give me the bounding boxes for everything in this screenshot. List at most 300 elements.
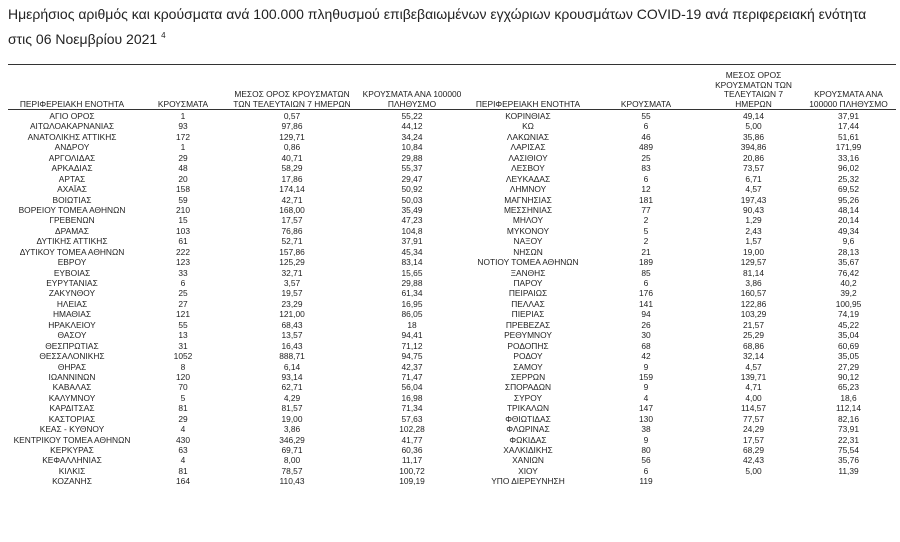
table-header (8, 72, 896, 109)
table-cell: 35,67 (838, 257, 859, 268)
table-cell: 29,88 (401, 278, 423, 288)
table-cell: 13 (178, 330, 188, 341)
region-name-cell: ΔΥΤΙΚΗΣ ΑΤΤΙΚΗΣ (36, 236, 108, 247)
table-cell: 4 (180, 455, 186, 466)
table-cell: 4,00 (745, 392, 762, 403)
table-cell: 38 (641, 424, 651, 435)
table-cell: 55,37 (401, 163, 423, 174)
table-cell: 61,34 (401, 288, 423, 299)
table-cell: 50,03 (401, 194, 423, 205)
table-cell: 22,31 (838, 434, 859, 445)
table-cell: 158 (176, 184, 190, 195)
region-name-cell: ΑΙΤΩΛΟΑΚΑΡΝΑΝΙΑΣ (29, 121, 115, 132)
table-cell: 197,43 (740, 194, 767, 205)
column-header-label: ΚΡΟΥΣΜΑΤΑ ΑΝΑ 100000 ΠΛΗΘΥΣΜΟ (362, 89, 462, 109)
table-cell: 55 (641, 111, 651, 121)
table-cell: 157,86 (279, 246, 305, 257)
table-cell: 27 (178, 298, 188, 309)
table-cell: 160,57 (740, 288, 767, 299)
table-cell: 28,13 (838, 246, 859, 257)
region-name-cell: ΕΥΡΥΤΑΝΙΑΣ (46, 278, 98, 288)
column-header-label: ΚΡΟΥΣΜΑΤΑ (620, 98, 672, 109)
table-cell: 73,91 (838, 424, 859, 435)
table-cell: 37,91 (838, 111, 859, 121)
table-cell: 1 (180, 142, 186, 153)
table-cell: 16,95 (401, 298, 423, 309)
table-cell: 75,54 (838, 445, 859, 455)
table-cell: 18,6 (840, 392, 857, 403)
table-cell: 6 (180, 278, 186, 288)
table-cell: 430 (176, 434, 190, 445)
region-name-cell: ΒΟΙΩΤΙΑΣ (52, 194, 92, 205)
table-cell: 40,71 (281, 152, 303, 163)
table-cell: 109,19 (399, 476, 425, 487)
region-name-cell: ΑΧΑΪΑΣ (57, 184, 87, 195)
region-name-cell: ΚΕΡΚΥΡΑΣ (50, 445, 94, 455)
column-header-label: ΚΡΟΥΣΜΑΤΑ (157, 98, 209, 109)
table-cell: 97,86 (281, 121, 303, 132)
region-name-cell: ΚΑΡΔΙΤΣΑΣ (49, 403, 95, 414)
table-cell: 26 (641, 319, 651, 330)
region-name-cell: ΜΑΓΝΗΣΙΑΣ (504, 194, 552, 205)
region-name-cell: ΗΜΑΘΙΑΣ (52, 309, 92, 320)
region-name-cell: ΜΗΛΟΥ (512, 215, 544, 226)
table-cell: 0,86 (283, 142, 301, 153)
region-name-cell: ΑΡΚΑΔΙΑΣ (51, 163, 93, 174)
table-cell: 11,17 (401, 455, 423, 466)
column-header-label: ΜΕΣΟΣ ΟΡΟΣ ΚΡΟΥΣΜΑΤΩΝ ΤΩΝ ΤΕΛΕΥΤΑΙΩΝ 7 ΗΜΕΡΩΝ (715, 70, 792, 109)
table-cell: 77,57 (743, 413, 764, 424)
table-cell: 6 (643, 121, 649, 132)
table-cell: 55 (178, 319, 188, 330)
table-cell: 94,75 (401, 351, 423, 362)
page-title (8, 3, 888, 50)
table-cell: 57,63 (401, 413, 423, 424)
table-cell: 18 (407, 319, 417, 330)
table-cell: 102,28 (399, 424, 425, 435)
table-cell: 56,04 (401, 382, 423, 393)
table-cell: 76,86 (281, 225, 303, 236)
table-cell: 81 (178, 403, 188, 414)
table-cell: 96,02 (838, 163, 859, 174)
region-name-cell: ΞΑΝΘΗΣ (510, 267, 546, 278)
table-cell: 17,57 (743, 434, 764, 445)
table-cell: 6,71 (745, 173, 762, 184)
table-cell: 69,71 (281, 445, 303, 455)
region-name-cell: ΕΥΒΟΙΑΣ (53, 267, 91, 278)
table-cell: 71,34 (401, 403, 423, 414)
region-name-cell: ΝΟΤΙΟΥ ΤΟΜΕΑ ΑΘΗΝΩΝ (477, 257, 579, 268)
table-cell: 25,29 (743, 330, 764, 341)
region-name-cell: ΛΗΜΝΟΥ (509, 184, 547, 195)
table-cell: 68,86 (743, 340, 764, 351)
table-cell: 81 (178, 465, 188, 476)
table-cell: 35,05 (838, 351, 859, 362)
table-cell: 164 (176, 476, 190, 487)
table-cell: 40,2 (840, 278, 857, 288)
region-name-cell: ΦΘΙΩΤΙΔΑΣ (505, 413, 551, 424)
table-cell: 17,57 (281, 215, 303, 226)
table-cell: 20,86 (743, 152, 764, 163)
table-cell: 35,49 (401, 204, 423, 215)
table-cell: 174,14 (279, 184, 305, 195)
region-name-cell: ΦΩΚΙΔΑΣ (509, 434, 547, 445)
table-cell: 33 (178, 267, 188, 278)
table-cell: 17,86 (281, 173, 303, 184)
region-name-cell: ΛΑΚΩΝΙΑΣ (506, 131, 550, 142)
table-cell: 888,71 (279, 351, 305, 362)
table-cell: 52,71 (281, 236, 303, 247)
region-name-cell: ΧΑΛΚΙΔΙΚΗΣ (503, 445, 553, 455)
region-name-cell: ΑΝΔΡΟΥ (54, 142, 90, 153)
table-cell: 29 (178, 413, 188, 424)
table-cell: 1 (180, 111, 186, 121)
region-name-cell: ΛΕΥΚΑΔΑΣ (505, 173, 551, 184)
table-cell: 85 (641, 267, 651, 278)
table-cell: 39,2 (840, 288, 857, 299)
region-name-cell: ΜΥΚΟΝΟΥ (506, 225, 550, 236)
table-cell: 6,14 (283, 361, 301, 372)
table-cell: 3,57 (283, 278, 301, 288)
table-cell: 51,61 (838, 131, 859, 142)
column-header (706, 72, 801, 109)
table-cell: 83 (641, 163, 651, 174)
table-cell: 9 (643, 361, 649, 372)
region-name-cell: ΚΑΒΑΛΑΣ (52, 382, 92, 393)
table-cell: 0,57 (283, 111, 301, 121)
region-name-cell: ΜΕΣΣΗΝΙΑΣ (503, 204, 553, 215)
table-cell: 4,57 (745, 184, 762, 195)
table-cell: 30 (641, 330, 651, 341)
table-cell: 49,34 (838, 225, 859, 236)
table-cell: 16,43 (281, 340, 303, 351)
table-cell: 5 (643, 225, 649, 236)
table-cell: 37,91 (401, 236, 423, 247)
table-cell: 125,29 (279, 257, 305, 268)
table-cell: 50,92 (401, 184, 423, 195)
table-cell: 58,29 (281, 163, 303, 174)
table-cell: 71,12 (401, 340, 423, 351)
region-name-cell: ΔΡΑΜΑΣ (55, 225, 89, 236)
column-header-label: ΜΕΣΟΣ ΟΡΟΣ ΚΡΟΥΣΜΑΤΩΝ ΤΩΝ ΤΕΛΕΥΤΑΙΩΝ 7 ΗΜΕΡΩΝ (233, 89, 351, 109)
table-cell: 81,57 (281, 403, 303, 414)
table-cell: 123 (176, 257, 190, 268)
table-cell: 25,32 (838, 173, 859, 184)
header-separator-rule (8, 109, 896, 110)
table-cell: 171,99 (835, 142, 862, 153)
table-cell: 103,29 (740, 309, 767, 320)
region-name-cell: ΣΕΡΡΩΝ (510, 371, 546, 382)
table-cell: 189 (639, 257, 653, 268)
table-cell: 46 (641, 131, 651, 142)
table-cell: 25 (641, 152, 651, 163)
table-cell: 112,14 (836, 403, 861, 414)
table-cell: 32,14 (743, 351, 764, 362)
table-cell: 95,26 (838, 194, 859, 205)
table-cell: 129,71 (279, 131, 305, 142)
region-name-cell: ΠΕΙΡΑΙΩΣ (508, 288, 548, 299)
table-cell: 93 (178, 121, 188, 132)
table-cell: 31 (178, 340, 188, 351)
table-cell: 121 (176, 309, 190, 320)
table-cell: 76,42 (838, 267, 859, 278)
table-cell: 15 (178, 215, 188, 226)
table-cell: 9,6 (842, 236, 855, 247)
table-cell: 4 (180, 424, 186, 435)
region-name-cell: ΤΡΙΚΑΛΩΝ (506, 403, 550, 414)
title-footnote: 4 (161, 31, 166, 40)
region-name-cell: ΝΗΣΩΝ (513, 246, 543, 257)
table-cell: 12 (641, 184, 651, 195)
table-cell: 68,29 (743, 445, 764, 455)
region-name-cell: ΘΗΡΑΣ (57, 361, 87, 372)
table-top-rule (8, 64, 896, 65)
table-cell: 17,44 (838, 121, 859, 132)
table-cell: 41,77 (401, 434, 423, 445)
table-cell: 81,14 (743, 267, 764, 278)
region-name-cell: ΦΛΩΡΙΝΑΣ (506, 424, 550, 435)
column-header (801, 72, 896, 109)
region-name-cell: ΡΟΔΟΠΗΣ (507, 340, 549, 351)
region-name-cell: ΑΡΤΑΣ (58, 173, 86, 184)
table-cell: 122,86 (740, 298, 767, 309)
table-cell (706, 476, 801, 486)
region-name-cell: ΣΑΜΟΥ (513, 361, 543, 372)
region-name-cell: ΚΩ (522, 121, 534, 132)
column-header (354, 72, 470, 109)
table-cell: 222 (176, 246, 190, 257)
table-cell: 489 (639, 142, 653, 153)
table-cell: 42,43 (743, 455, 764, 466)
table-cell: 6 (643, 465, 649, 476)
column-header (470, 72, 586, 109)
region-name-cell: ΑΡΓΟΛΙΔΑΣ (48, 152, 96, 163)
region-name-cell: ΡΟΔΟΥ (513, 351, 543, 362)
region-name-cell: ΛΕΣΒΟΥ (511, 163, 545, 174)
table-cell: 13,57 (281, 330, 303, 341)
table-cell: 23,29 (281, 298, 303, 309)
table-cell: 49,14 (743, 111, 764, 121)
table-cell: 19,00 (743, 246, 764, 257)
region-name-cell: ΚΙΛΚΙΣ (58, 465, 86, 476)
table-cell: 346,29 (279, 434, 305, 445)
table-cell: 120 (176, 371, 190, 382)
table-cell: 2 (643, 236, 649, 247)
table-cell: 35,86 (743, 131, 764, 142)
region-name-cell: ΧΑΝΙΩΝ (512, 455, 544, 466)
column-header (230, 72, 354, 109)
table-cell: 25 (178, 288, 188, 299)
table-cell: 19,00 (281, 413, 303, 424)
table-cell: 2,43 (745, 225, 762, 236)
table-cell: 130 (639, 413, 653, 424)
region-name-cell: ΝΑΞΟΥ (513, 236, 543, 247)
table-cell: 45,22 (838, 319, 859, 330)
table-cell: 9 (643, 434, 649, 445)
table-cell: 129,57 (740, 257, 767, 268)
region-name-cell: ΡΕΘΥΜΝΟΥ (504, 330, 552, 341)
table-body (8, 111, 896, 487)
table-cell: 1,29 (745, 215, 762, 226)
column-header (8, 72, 136, 109)
table-cell: 74,19 (838, 309, 859, 320)
table-cell: 1,57 (745, 236, 762, 247)
table-cell: 80 (641, 445, 651, 455)
table-cell: 104,8 (401, 225, 423, 236)
table-cell: 172 (176, 131, 190, 142)
table-cell: 5,00 (745, 465, 762, 476)
table-cell: 55,22 (401, 111, 423, 121)
table-cell: 83,14 (401, 257, 423, 268)
table-cell: 29,47 (401, 173, 423, 184)
table-cell: 71,47 (401, 371, 423, 382)
column-header-label: ΚΡΟΥΣΜΑΤΑ ΑΝΑ 100000 ΠΛΗΘΥΣΜΟ (809, 89, 888, 109)
table-cell: 21 (641, 246, 651, 257)
region-name-cell: ΘΕΣΣΑΛΟΝΙΚΗΣ (39, 351, 105, 362)
table-cell: 8 (180, 361, 186, 372)
table-cell: 68,43 (281, 319, 303, 330)
table-cell: 34,24 (401, 131, 423, 142)
table-cell: 8,00 (283, 455, 301, 466)
region-name-cell: ΠΡΕΒΕΖΑΣ (505, 319, 551, 330)
table-cell: 21,57 (743, 319, 764, 330)
table-cell: 20 (178, 173, 188, 184)
table-cell: 61 (178, 236, 188, 247)
region-name-cell: ΠΙΕΡΙΑΣ (511, 309, 545, 320)
region-name-cell: ΓΡΕΒΕΝΩΝ (49, 215, 95, 226)
table-cell: 1052 (173, 351, 193, 362)
table-cell: 32,71 (281, 267, 303, 278)
region-name-cell: ΚΕΦΑΛΛΗΝΙΑΣ (42, 455, 102, 466)
table-cell: 2 (643, 215, 649, 226)
table-cell: 60,69 (838, 340, 859, 351)
table-cell: 394,86 (740, 142, 767, 153)
table-cell: 210 (176, 204, 190, 215)
table-cell: 100,72 (399, 465, 425, 476)
table-cell: 78,57 (281, 465, 303, 476)
table-cell: 48,14 (838, 204, 859, 215)
region-name-cell: ΙΩΑΝΝΙΝΩΝ (48, 371, 96, 382)
table-cell: 27,29 (838, 361, 859, 372)
table-cell: 29 (178, 152, 188, 163)
table-cell: 168,00 (279, 204, 305, 215)
table-cell: 56 (641, 455, 651, 466)
region-name-cell: ΣΥΡΟΥ (513, 392, 543, 403)
region-name-cell: ΔΥΤΙΚΟΥ ΤΟΜΕΑ ΑΘΗΝΩΝ (19, 246, 125, 257)
table-cell: 11,39 (838, 465, 859, 476)
table-cell: 82,16 (838, 413, 859, 424)
table-cell: 119 (639, 476, 653, 487)
region-name-cell: ΛΑΡΙΣΑΣ (510, 142, 546, 153)
table-cell: 121,00 (279, 309, 305, 320)
table-cell: 114,57 (741, 403, 766, 414)
table-cell: 181 (639, 194, 653, 205)
region-name-cell: ΛΑΣΙΘΙΟΥ (508, 152, 548, 163)
region-name-cell: ΣΠΟΡΑΔΩΝ (504, 382, 552, 393)
table-cell: 33,16 (838, 152, 859, 163)
table-cell: 65,23 (838, 382, 859, 393)
table-cell (801, 476, 896, 486)
table-cell: 10,84 (401, 142, 423, 153)
table-cell: 6 (643, 173, 649, 184)
table-cell: 70 (178, 382, 188, 393)
table-cell: 6 (643, 278, 649, 288)
table-cell: 29,88 (401, 152, 423, 163)
region-name-cell: ΑΝΑΤΟΛΙΚΗΣ ΑΤΤΙΚΗΣ (27, 131, 117, 142)
table-cell: 42,37 (401, 361, 423, 372)
table-cell: 47,23 (401, 215, 423, 226)
column-header-label: ΠΕΡΙΦΕΡΕΙΑΚΗ ΕΝΟΤΗΤΑ (19, 98, 125, 109)
table-cell: 4,29 (283, 392, 301, 403)
region-name-cell: ΘΕΣΠΡΩΤΙΑΣ (45, 340, 99, 351)
table-cell: 94 (641, 309, 651, 320)
table-cell: 103 (176, 225, 190, 236)
table-cell: 60,36 (401, 445, 423, 455)
table-cell: 9 (643, 382, 649, 393)
table-cell: 45,34 (401, 246, 423, 257)
region-name-cell: ΠΑΡΟΥ (513, 278, 543, 288)
table-cell: 77 (641, 204, 651, 215)
region-name-cell: ΥΠΟ ΔΙΕΡΕΥΝΗΣΗ (491, 476, 565, 487)
region-name-cell: ΘΑΣΟΥ (57, 330, 87, 341)
table-cell: 62,71 (281, 382, 303, 393)
table-cell: 90,43 (743, 204, 764, 215)
table-cell: 44,12 (401, 121, 423, 132)
table-cell: 5 (180, 392, 186, 403)
table-cell: 139,71 (740, 371, 767, 382)
table-cell: 3,86 (745, 278, 762, 288)
table-cell: 16,98 (401, 392, 423, 403)
table-cell: 147 (639, 403, 653, 414)
table-cell: 48 (178, 163, 188, 174)
table-cell: 24,29 (743, 424, 764, 435)
table-cell: 90,12 (838, 371, 859, 382)
table-cell: 19,57 (281, 288, 303, 299)
column-header (586, 72, 706, 109)
column-header (136, 72, 230, 109)
region-name-cell: ΑΓΙΟ ΟΡΟΣ (49, 111, 95, 121)
region-name-cell: ΚΑΛΥΜΝΟΥ (48, 392, 96, 403)
title-text: Ημερήσιος αριθμός και κρούσματα ανά 100.000 πληθυσμού επιβεβαιωμένων εγχώριων κρουσμάτων COVID-19 ανά περιφερειακή ενότητα στις 06 Νοεμβρίου 2021 (8, 6, 867, 47)
region-name-cell: ΒΟΡΕΙΟΥ ΤΟΜΕΑ ΑΘΗΝΩΝ (18, 204, 126, 215)
region-name-cell: ΗΡΑΚΛΕΙΟΥ (48, 319, 96, 330)
region-name-cell: ΖΑΚΥΝΘΟΥ (48, 288, 96, 299)
region-name-cell: ΚΟΖΑΝΗΣ (52, 476, 92, 487)
table-cell: 4,57 (745, 361, 762, 372)
table-cell: 59 (178, 194, 188, 205)
table-cell: 68 (641, 340, 651, 351)
table-cell: 20,14 (838, 215, 859, 226)
table-cell: 100,95 (835, 298, 862, 309)
table-cell: 5,00 (745, 121, 762, 132)
table-cell: 3,86 (283, 424, 301, 435)
table-cell: 110,43 (279, 476, 305, 487)
table-cell: 94,41 (401, 330, 423, 341)
region-name-cell: ΕΒΡΟΥ (57, 257, 87, 268)
table-cell: 4 (643, 392, 649, 403)
table-cell: 176 (639, 288, 653, 299)
column-header-label: ΠΕΡΙΦΕΡΕΙΑΚΗ ΕΝΟΤΗΤΑ (475, 98, 581, 109)
region-name-cell: ΧΙΟΥ (518, 465, 538, 476)
table-cell: 35,76 (838, 455, 859, 466)
table-cell: 35,04 (838, 330, 859, 341)
table-cell: 4,71 (745, 382, 762, 393)
table-cell: 73,57 (743, 163, 764, 174)
table-cell: 63 (178, 445, 188, 455)
region-name-cell: ΚΑΣΤΟΡΙΑΣ (48, 413, 96, 424)
table-cell: 42 (641, 351, 651, 362)
region-name-cell: ΚΟΡΙΝΘΙΑΣ (505, 111, 551, 121)
